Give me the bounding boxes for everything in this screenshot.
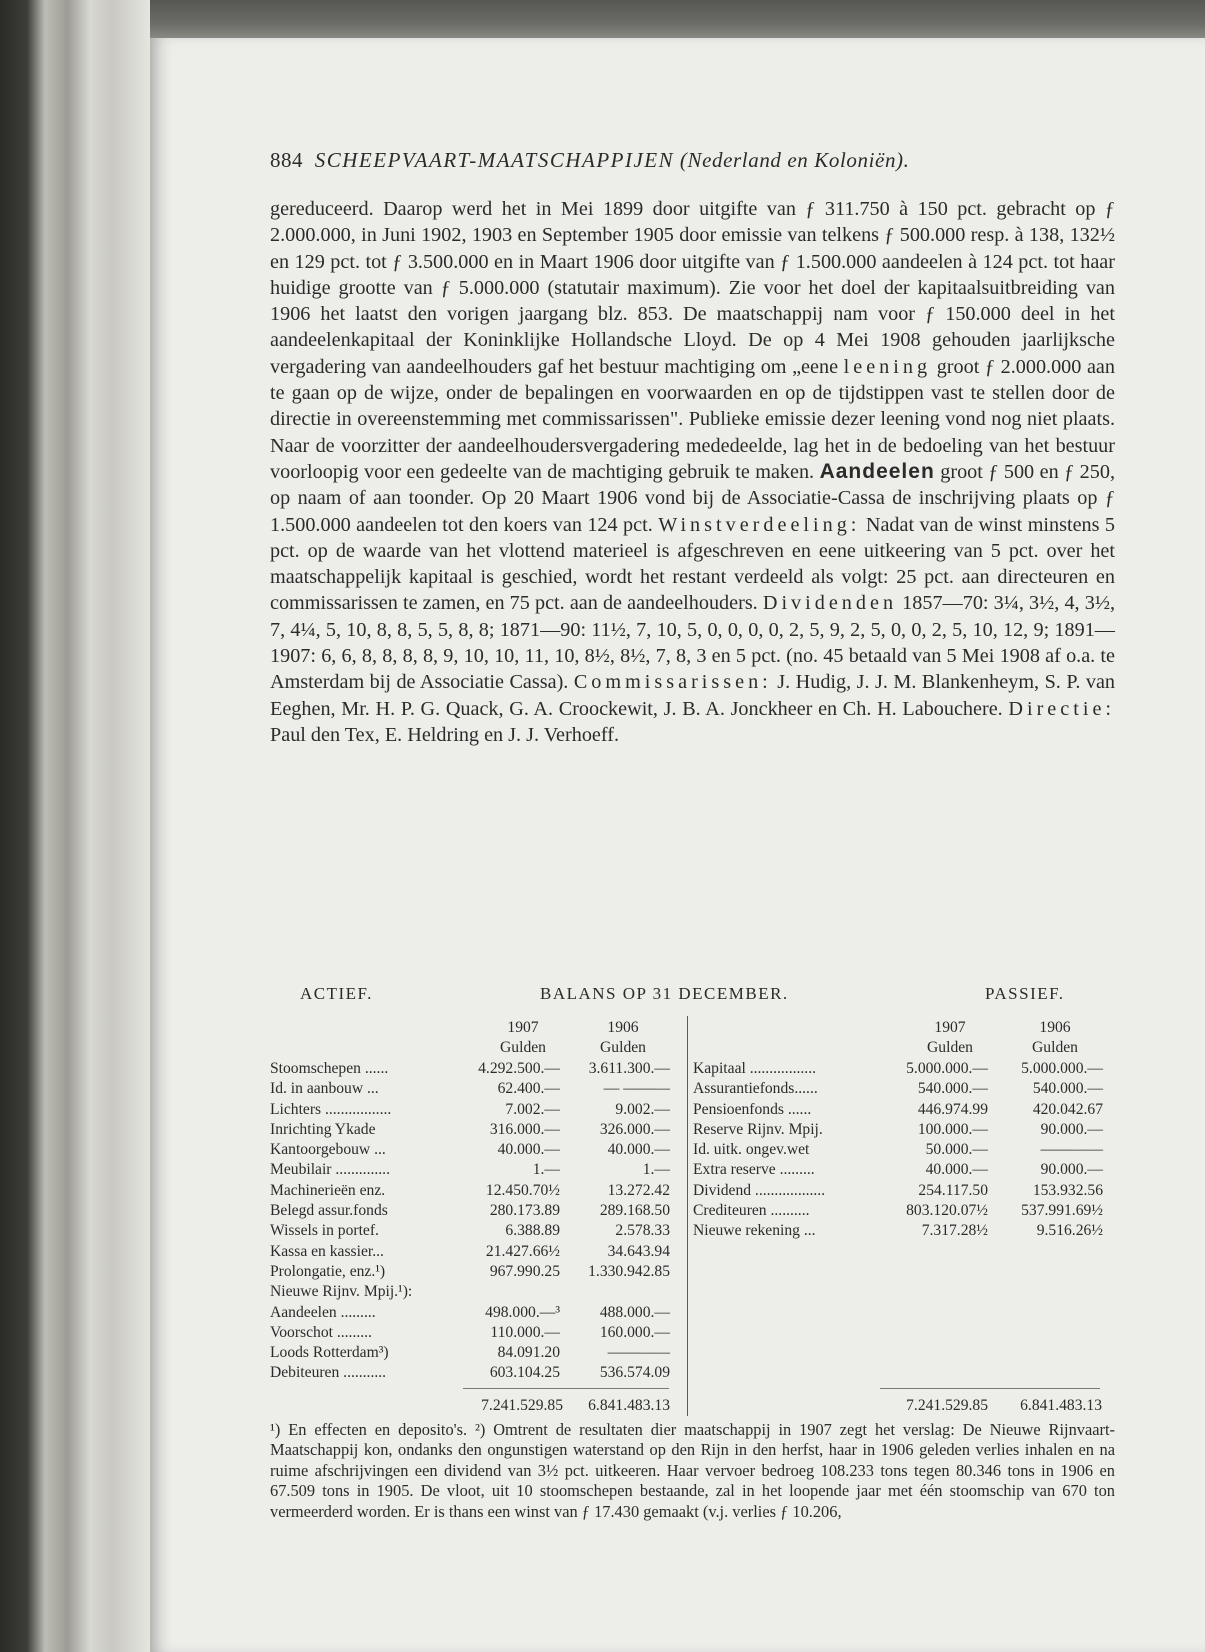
- heading-aandeelen: Aandeelen: [819, 459, 935, 483]
- balance-row: [693, 1100, 1103, 1120]
- book-top-edge: [0, 0, 1205, 40]
- actief-unit-1907: Gulden: [500, 1039, 546, 1056]
- balance-label: Assurantiefonds......: [693, 1080, 818, 1098]
- balance-value-1907: 40.000.—: [497, 1141, 560, 1159]
- balance-row: [270, 1221, 680, 1241]
- balance-value-1906: ————: [1040, 1141, 1103, 1159]
- book-binding: [0, 0, 150, 1652]
- emphasis-leening: leening: [843, 355, 932, 378]
- balance-value-1906: 3.611.300.—: [588, 1060, 670, 1077]
- balance-label: Aandeelen .........: [270, 1303, 376, 1321]
- running-head: [270, 148, 909, 173]
- balance-label: Pensioenfonds ......: [693, 1100, 812, 1118]
- balance-label: Loods Rotterdam³): [270, 1344, 389, 1362]
- balance-value-1906: 1.—: [642, 1161, 670, 1179]
- balance-value-1907: 62.400.—: [497, 1080, 560, 1098]
- balance-label: Nieuwe rekening ...: [693, 1222, 816, 1240]
- balance-label: Prolongatie, enz.¹): [270, 1262, 386, 1280]
- heading-directie: Directie:: [1008, 697, 1116, 720]
- balance-label: Voorschot .........: [270, 1323, 372, 1341]
- actief-label: ACTIEF.: [300, 984, 373, 1003]
- balance-value-1906: 153.932.56: [1032, 1181, 1103, 1199]
- balance-value-1907: 7.002.—: [505, 1100, 560, 1118]
- actief-total-rule: [463, 1388, 669, 1389]
- balance-row: [270, 1201, 680, 1221]
- balance-row: [270, 1079, 680, 1099]
- balance-value-1907: 100.000.—: [917, 1120, 988, 1138]
- balance-row: [693, 1221, 1103, 1241]
- balance-value-1907: 498.000.—³: [485, 1303, 560, 1321]
- balance-value-1907: 110.000.—: [490, 1323, 560, 1341]
- balance-row: [270, 1181, 680, 1201]
- text-segment: 1857—70: 3¼, 3½, 4, 3½, 7, 4¼, 5, 10, 8, 8, 5, 5, 8, 8; 1871—90: 11½, 7, 10, 5, 0, 0, 0, 0, 2, 5, 9, 2, 5, 0, 0, 2, 5, 10, 12, 9; 1891—1907: 6, 6, 8, 8, 8, 8, 9, 10, 10, 11, 10, 8½, 8½, 7, 8, 3 en 5 pct. (no. 45 betaald van 5 Mei 1908 af o.a. te Amsterdam bij de Associatie Cassa).: [270, 592, 1116, 694]
- balance-value-1906: ————: [607, 1344, 670, 1362]
- balance-value-1906: 13.272.42: [607, 1181, 670, 1199]
- balance-row: [693, 1079, 1103, 1099]
- balance-row: [270, 1100, 680, 1120]
- balans-title: BALANS OP 31 DECEMBER.: [540, 984, 789, 1003]
- balance-label: Id. in aanbouw ...: [270, 1080, 379, 1098]
- total-passief-1907: 7.241.529.85: [906, 1397, 988, 1414]
- balance-label: Kapitaal .................: [693, 1060, 816, 1077]
- balance-label: Meubilair ..............: [270, 1161, 390, 1179]
- balance-value-1907: 50.000.—: [925, 1141, 988, 1159]
- total-actief-1906: 6.841.483.13: [588, 1397, 670, 1414]
- balance-row: [270, 1160, 680, 1180]
- passief-unit-1906: Gulden: [1032, 1039, 1078, 1056]
- balance-row: [693, 1059, 1103, 1079]
- balance-value-1906: 90.000.—: [1040, 1161, 1103, 1179]
- balance-row: [270, 1282, 680, 1302]
- balance-value-1906: — ———: [603, 1080, 670, 1098]
- balance-value-1907: 446.974.99: [917, 1100, 988, 1118]
- balance-label: Debiteuren ...........: [270, 1364, 387, 1382]
- balance-value-1906: 5.000.000.—: [1021, 1060, 1103, 1077]
- balance-value-1906: 537.991.69½: [1021, 1202, 1103, 1220]
- balance-value-1907: 1.—: [532, 1161, 560, 1179]
- balance-row: [270, 1323, 680, 1343]
- balance-label: Belegd assur.fonds: [270, 1202, 388, 1220]
- balance-value-1906: 289.168.50: [599, 1202, 670, 1220]
- balance-label: Nieuwe Rijnv. Mpij.¹):: [270, 1283, 413, 1301]
- text-segment: Nadat van de winst minstens 5 pct. op de waarde van het vlottend materieel is afgeschreven en eene uitkeering van 5 pct. over het maatschappelijk kapitaal is geschied, wordt het restant verdeeld als volgt: 25 pct. aan directeuren en commissarissen te zamen, en 75 pct. aan de aandeelhouders.: [270, 513, 1116, 615]
- balance-label: Id. uitk. ongev.wet: [693, 1141, 810, 1159]
- text-segment: Paul den Tex, E. Heldring en J. J. Verhoeff.: [270, 723, 620, 746]
- balance-value-1907: 21.427.66½: [485, 1242, 560, 1260]
- balance-value-1907: 803.120.07½: [906, 1202, 988, 1220]
- balance-value-1906: 488.000.—: [599, 1303, 670, 1321]
- text-segment: groot ƒ 500 en ƒ 250, op naam of aan toonder. Op 20 Maart 1906 vond bij de Associatie-Cassa de inschrijving plaats op ƒ 1.500.000 aandeelen tot den koers van 124 pct.: [270, 460, 1116, 536]
- balance-value-1906: 2.578.33: [615, 1222, 670, 1240]
- balance-label: Reserve Rijnv. Mpij.: [693, 1120, 823, 1138]
- balance-value-1906: 536.574.09: [599, 1364, 670, 1382]
- balance-value-1907: 12.450.70½: [485, 1181, 560, 1199]
- balance-label: Crediteuren ..........: [693, 1202, 810, 1220]
- footnotes: [270, 1420, 1115, 1522]
- passief-year-1907: 1907: [934, 1019, 966, 1036]
- total-actief-1907: 7.241.529.85: [481, 1397, 563, 1414]
- balance-value-1906: 1.330.942.85: [588, 1262, 670, 1280]
- passief-label: PASSIEF.: [985, 984, 1065, 1003]
- balance-label: Lichters .................: [270, 1100, 392, 1118]
- balance-label: Kantoorgebouw ...: [270, 1141, 386, 1159]
- main-paragraph: [270, 196, 1115, 748]
- balance-value-1907: 540.000.—: [917, 1080, 988, 1098]
- balance-value-1907: 967.990.25: [489, 1262, 560, 1280]
- balance-value-1906: 40.000.—: [607, 1141, 670, 1159]
- balance-value-1906: 160.000.—: [599, 1323, 670, 1341]
- balance-label: Wissels in portef.: [270, 1222, 379, 1240]
- balance-value-1907: 316.000.—: [489, 1120, 560, 1138]
- total-passief-1906: 6.841.483.13: [1020, 1397, 1102, 1414]
- balance-row: [270, 1242, 680, 1262]
- passief-year-1906: 1906: [1039, 1019, 1071, 1036]
- balance-value-1906: 420.042.67: [1032, 1100, 1103, 1118]
- balance-value-1906: 90.000.—: [1040, 1120, 1103, 1138]
- actief-table: [270, 1059, 680, 1384]
- heading-dividenden: Dividenden: [762, 592, 898, 615]
- actief-year-1906: 1906: [607, 1019, 639, 1036]
- balance-value-1907: 5.000.000.—: [906, 1060, 988, 1077]
- actief-year-1907: 1907: [507, 1019, 539, 1036]
- balance-value-1906: 326.000.—: [599, 1120, 670, 1138]
- balance-value-1907: 40.000.—: [925, 1161, 988, 1179]
- balance-value-1907: 254.117.50: [918, 1181, 988, 1199]
- balance-label: Machinerieën enz.: [270, 1181, 386, 1199]
- passief-unit-1907: Gulden: [927, 1039, 973, 1056]
- balance-label: Inrichting Ykade: [270, 1120, 376, 1138]
- heading-winstverdeeling: Winstverdeeling:: [658, 513, 861, 536]
- balance-row: [693, 1120, 1103, 1140]
- page-subtitle: (Nederland en Koloniën).: [679, 148, 910, 172]
- balance-row: [693, 1140, 1103, 1160]
- balance-row: [270, 1059, 680, 1079]
- page-title: SCHEEPVAART-MAATSCHAPPIJEN: [314, 148, 675, 172]
- balance-row: [270, 1303, 680, 1323]
- balance-row: [270, 1120, 680, 1140]
- text-segment: J. Hudig, J. J. M. Blankenheym, S. P. van Eeghen, Mr. H. P. G. Quack, G. A. Croockewit, J. B. A. Jonckheer en Ch. H. Labouchere.: [270, 671, 1115, 720]
- balance-value-1907: 4.292.500.—: [478, 1060, 560, 1077]
- balance-divider: [687, 1016, 688, 1416]
- passief-total-rule: [880, 1388, 1100, 1389]
- balance-label: Stoomschepen ......: [270, 1060, 389, 1077]
- balance-row: [270, 1343, 680, 1363]
- balance-value-1907: 280.173.89: [489, 1202, 560, 1220]
- heading-commissarissen: Commissarissen:: [573, 671, 772, 694]
- balance-row: [270, 1140, 680, 1160]
- balance-label: Dividend ..................: [693, 1181, 826, 1199]
- footnote-text: ¹) En effecten en deposito's. ²) Omtrent de resultaten dier maatschappij in 1907 zegt het verslag: De Nieuwe Rijnvaart-Maatschappij kon, ondanks den ongunstigen waterstand op den Rijn in den herfst, haar in 1906 geleden verlies inhalen en na ruime afschrijvingen een dividend van 3½ pct. uitkeeren. Haar vervoer bedroeg 108.233 tons tegen 80.346 tons in 1906 en 67.509 tons in 1905. De vloot, uit 10 stoomschepen bestaande, zal in het loopende jaar met één stoomschip van 670 ton vermeerderd worden. Er is thans een winst van ƒ 17.430 gemaakt (v.j. verlies ƒ 10.206,: [270, 1420, 1115, 1521]
- text-segment: gereduceerd. Daarop werd het in Mei 1899 door uitgifte van ƒ 311.750 à 150 pct. gebracht op ƒ 2.000.000, in Juni 1902, 1903 en September 1905 door emissie van telkens ƒ 500.000 resp. à 138, 132½ en 129 pct. tot ƒ 3.500.000 en in Maart 1906 door uitgifte van ƒ 1.500.000 aandeelen à 124 pct. tot haar huidige grootte van ƒ 5.000.000 (statutair maximum). Zie voor het doel der kapitaalsuitbreiding van 1906 het laatst den vorigen jaargang blz. 853. De maatschappij nam voor ƒ 150.000 deel in het aandeelenkapitaal der Koninklijke Hollandsche Lloyd. De op 4 Mei 1908 gehouden jaarlijksche vergadering van aandeelhouders gaf het bestuur machtiging om „eene: [270, 198, 1115, 378]
- page-number: 884: [270, 148, 303, 172]
- balance-value-1906: 9.002.—: [615, 1100, 670, 1118]
- balance-label: Kassa en kassier...: [270, 1242, 384, 1260]
- balance-value-1906: 540.000.—: [1032, 1080, 1103, 1098]
- balance-value-1906: 9.516.26½: [1036, 1222, 1103, 1240]
- balance-row: [693, 1201, 1103, 1221]
- balance-row: [270, 1363, 680, 1383]
- balance-value-1907: 603.104.25: [489, 1364, 560, 1382]
- balance-value-1906: 34.643.94: [607, 1242, 670, 1260]
- balance-value-1907: 6.388.89: [505, 1222, 560, 1240]
- balance-row: [693, 1160, 1103, 1180]
- body-text: [270, 196, 1115, 748]
- balance-label: Extra reserve .........: [693, 1161, 815, 1179]
- actief-unit-1906: Gulden: [600, 1039, 646, 1056]
- text-segment: groot ƒ 2.000.000 aan te gaan op de wijze, onder de bepalingen en voorwaarden en op de tijdstippen vast te stellen door de directie in overeenstemming met commissarissen". Publieke emissie dezer leening vond nog niet plaats. Naar de voorzitter der aandeelhoudersvergadering mededeelde, lag het in de bedoeling van het bestuur voorloopig voor een gedeelte van de machtiging gebruik te maken.: [270, 355, 1115, 483]
- balance-value-1907: 7.317.28½: [921, 1222, 988, 1240]
- balance-row: [693, 1181, 1103, 1201]
- passief-table: [693, 1059, 1103, 1242]
- balance-row: [270, 1262, 680, 1282]
- balance-value-1907: 84.091.20: [497, 1344, 560, 1362]
